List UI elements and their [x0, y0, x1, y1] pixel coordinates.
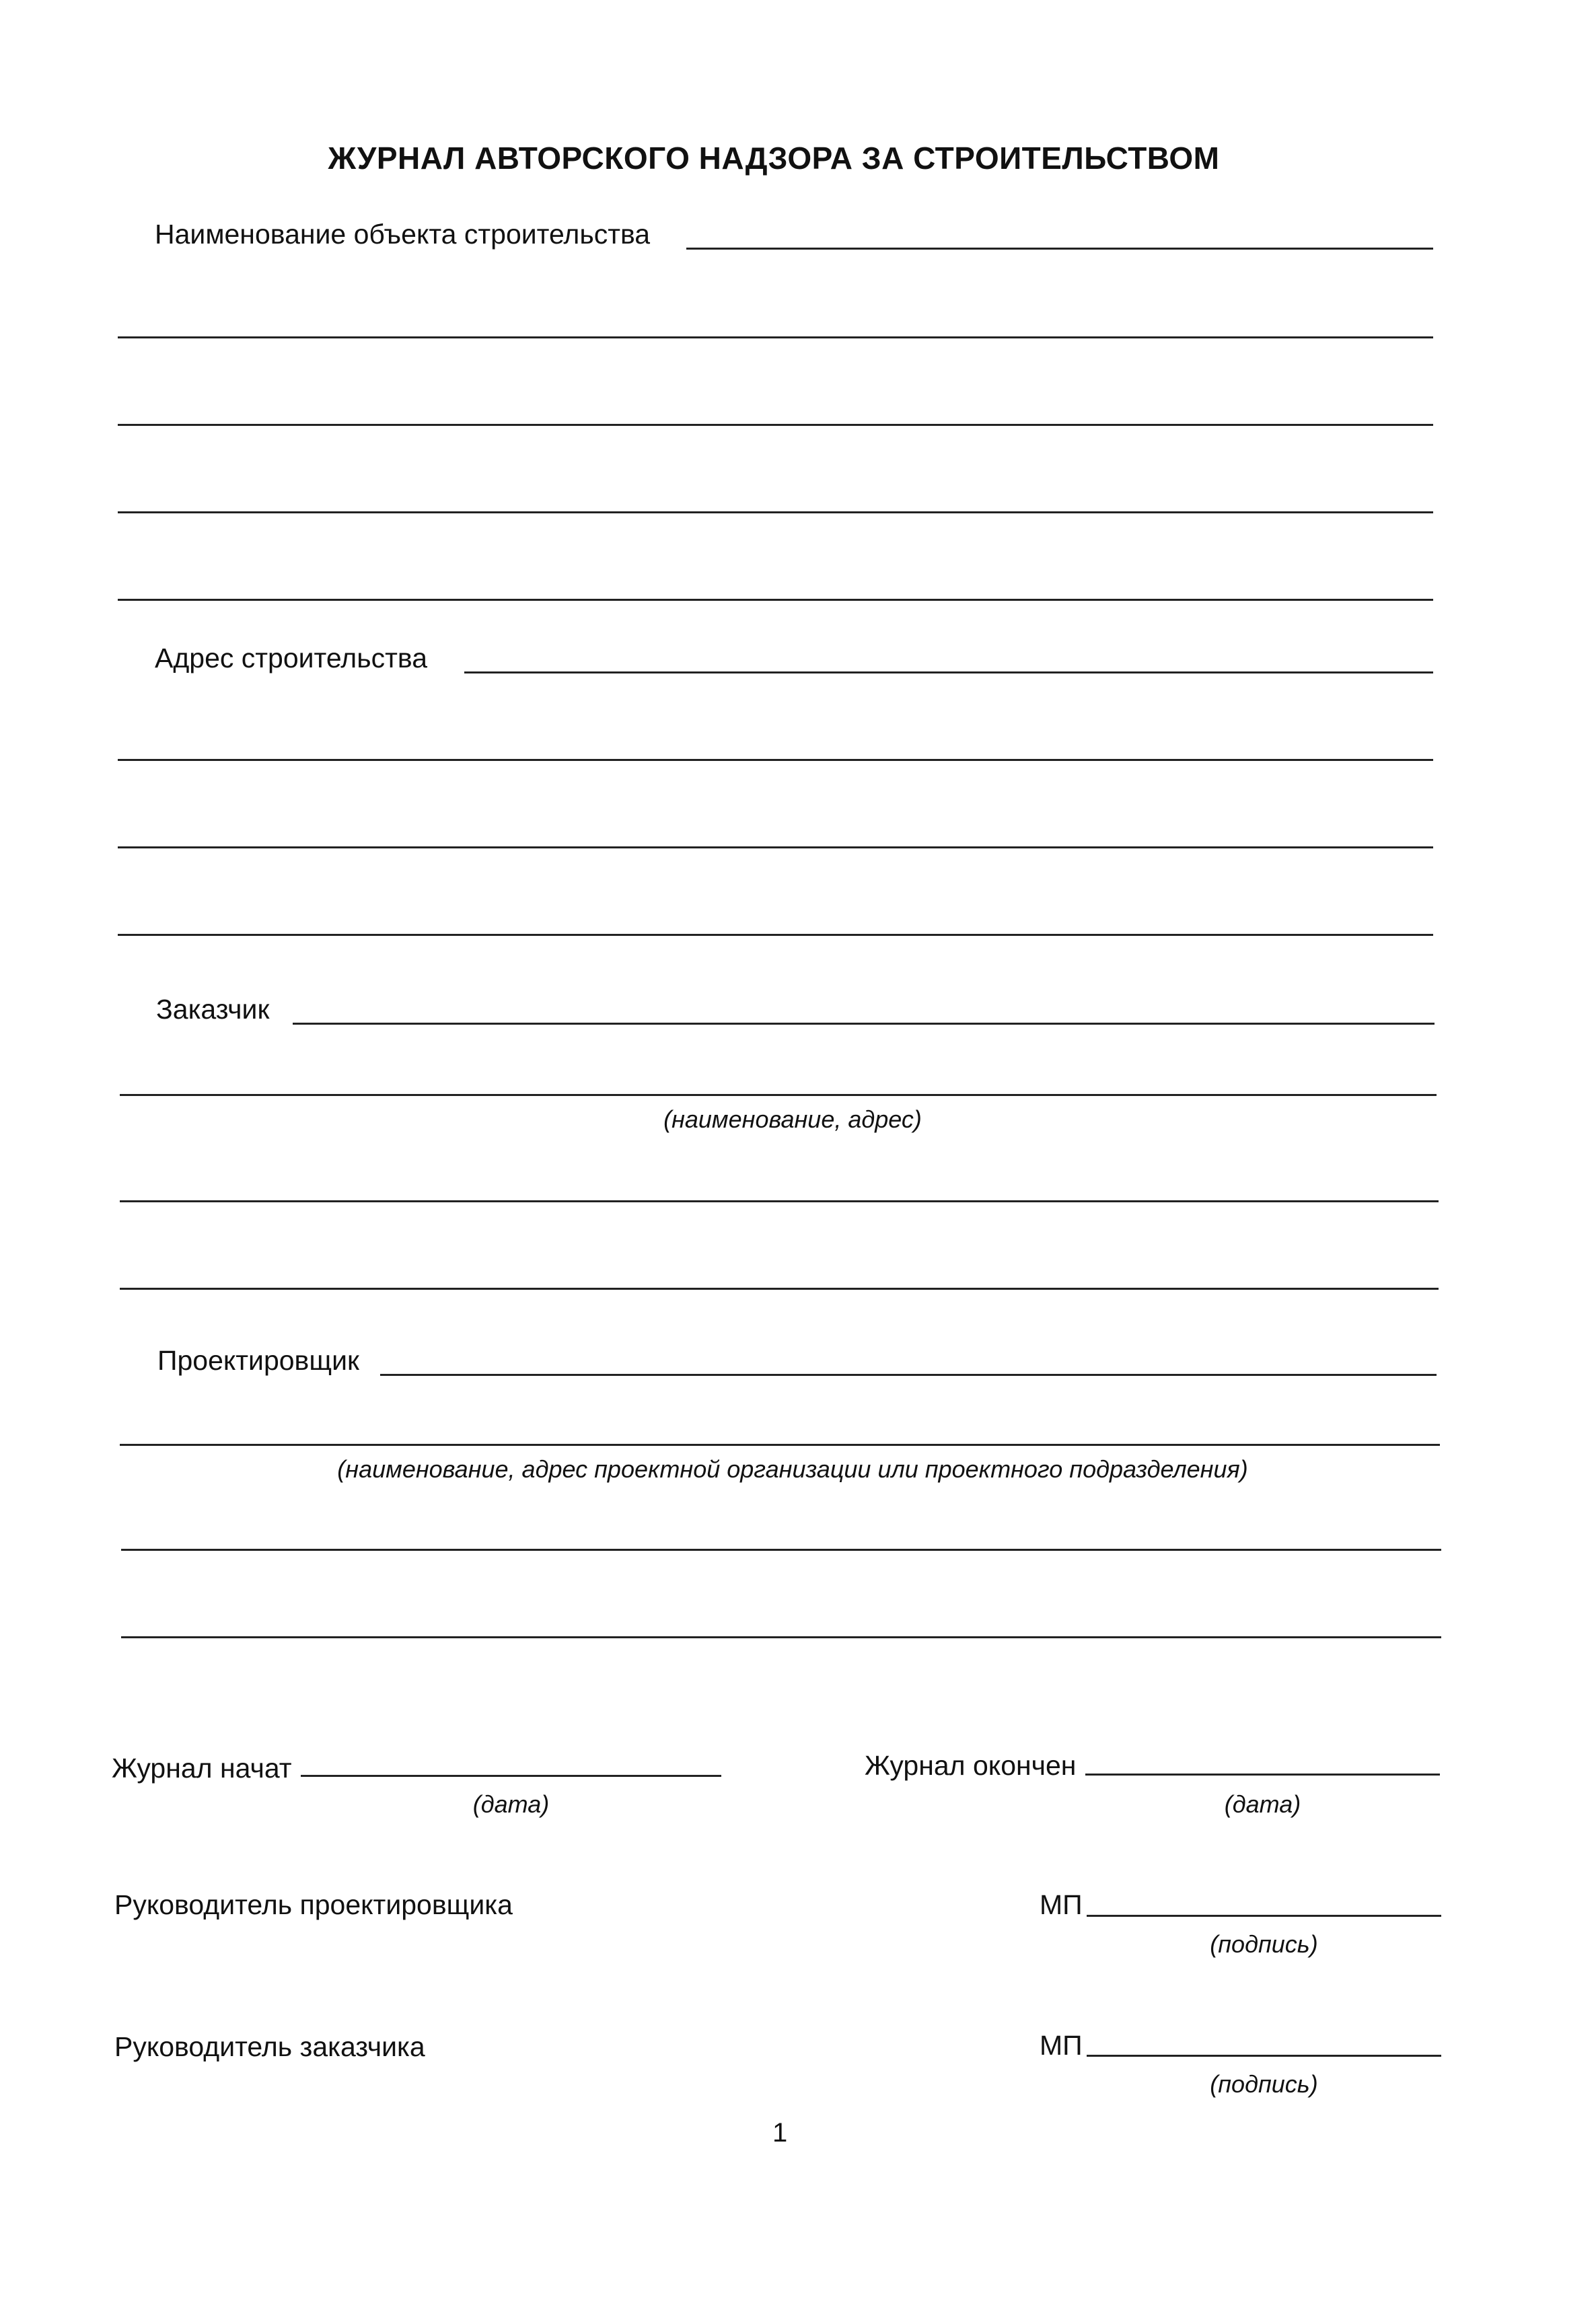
customer-line-2[interactable]	[120, 1094, 1437, 1096]
address-line-2[interactable]	[118, 759, 1433, 761]
journal-finished-date-field[interactable]	[1085, 1774, 1440, 1776]
journal-started-caption: (дата)	[472, 1790, 550, 1818]
address-label: Адрес строительства	[155, 643, 427, 673]
customer-line-4[interactable]	[120, 1288, 1439, 1290]
customer-label: Заказчик	[156, 994, 270, 1025]
designer-stamp-label: МП	[1040, 1889, 1083, 1920]
object-name-line-5[interactable]	[118, 599, 1433, 601]
page-number: 1	[772, 2118, 788, 2148]
customer-caption: (наименование, адрес)	[663, 1105, 922, 1133]
page-title: ЖУРНАЛ АВТОРСКОГО НАДЗОРА ЗА СТРОИТЕЛЬСТВОМ	[328, 141, 1220, 176]
designer-caption: (наименование, адрес проектной организации или проектного подразделения)	[337, 1455, 1248, 1483]
object-name-line-3[interactable]	[118, 424, 1433, 426]
object-name-field[interactable]	[686, 248, 1433, 250]
designer-head-signature-field[interactable]	[1087, 1915, 1441, 1917]
designer-line-2[interactable]	[120, 1444, 1440, 1446]
designer-label: Проектировщик	[157, 1345, 359, 1376]
object-name-line-2[interactable]	[118, 336, 1433, 338]
object-name-label: Наименование объекта строительства	[155, 219, 651, 250]
designer-head-signature-caption: (подпись)	[1210, 1930, 1318, 1958]
customer-stamp-label: МП	[1040, 2030, 1083, 2061]
designer-head-label: Руководитель проектировщика	[114, 1889, 513, 1920]
customer-field[interactable]	[293, 1023, 1435, 1025]
customer-line-3[interactable]	[120, 1200, 1439, 1202]
customer-head-signature-caption: (подпись)	[1210, 2070, 1318, 2098]
customer-head-signature-field[interactable]	[1087, 2055, 1441, 2057]
journal-finished-label: Журнал окончен	[865, 1750, 1077, 1781]
address-line-4[interactable]	[118, 934, 1433, 936]
address-line-3[interactable]	[118, 846, 1433, 848]
address-field[interactable]	[464, 671, 1433, 673]
designer-field[interactable]	[380, 1374, 1437, 1376]
designer-line-3[interactable]	[121, 1549, 1441, 1551]
journal-finished-caption: (дата)	[1224, 1790, 1301, 1818]
customer-head-label: Руководитель заказчика	[114, 2031, 425, 2062]
journal-started-date-field[interactable]	[301, 1775, 721, 1777]
journal-started-label: Журнал начат	[112, 1753, 292, 1784]
designer-line-4[interactable]	[121, 1636, 1441, 1638]
object-name-line-4[interactable]	[118, 511, 1433, 513]
